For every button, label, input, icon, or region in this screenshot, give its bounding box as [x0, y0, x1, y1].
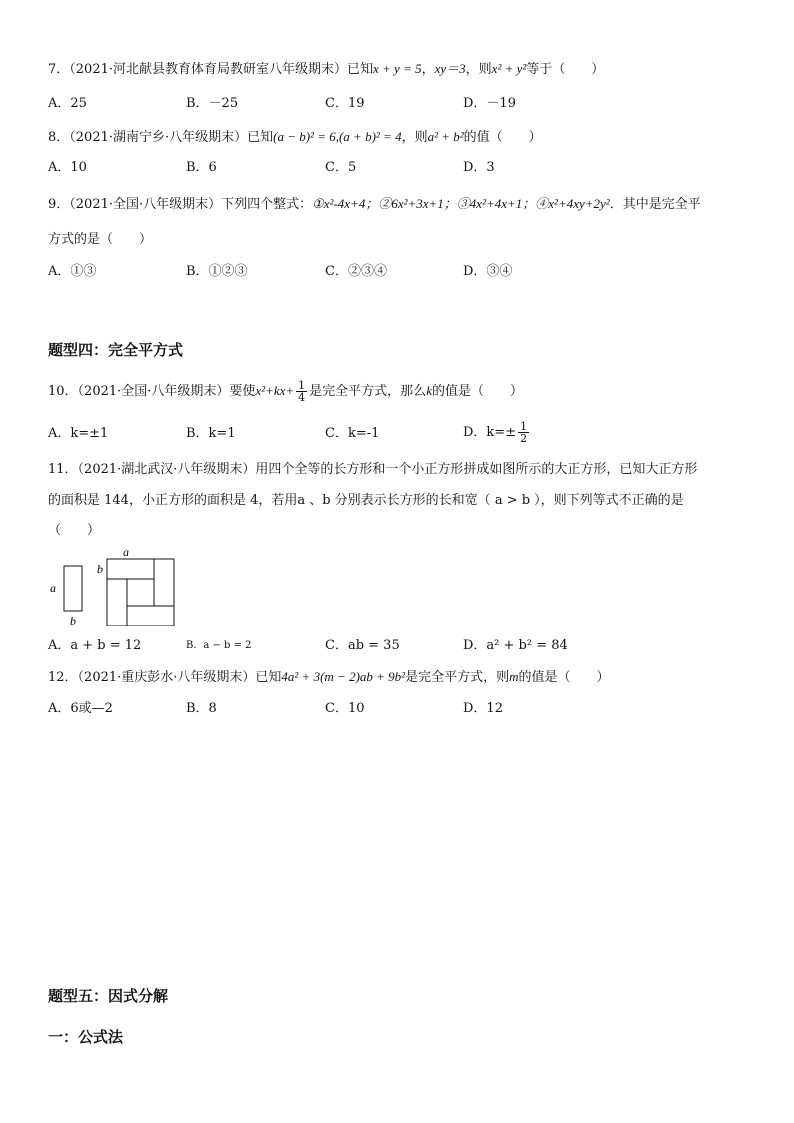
q10-option-d-pre: D．k=±	[463, 425, 517, 440]
q11-label-b-square: b	[97, 562, 103, 576]
q12-option-a[interactable]: A．6或—2	[48, 701, 113, 716]
question-11-line1: 11．（2021·湖北武汉·八年级期末）用四个全等的长方形和一个小正方形拼成如图所示的大正方形，已知大正方形	[48, 462, 698, 477]
subsection-1-heading: 一：公式法	[48, 1028, 124, 1046]
q8-option-c[interactable]: C．5	[325, 160, 357, 175]
q12-stem-end: 的值是（ ）	[518, 670, 610, 685]
q8-condition: (a − b)² = 6,(a + b)² = 4	[273, 129, 402, 144]
q7-option-c[interactable]: C．19	[325, 96, 365, 111]
q12-option-d[interactable]: D．12	[463, 701, 503, 716]
q10-option-b[interactable]: B．k=1	[186, 426, 236, 441]
q10-stem-post: 是完全平方式，那么	[309, 384, 427, 399]
section-4-heading: 题型四：完全平方式	[48, 341, 184, 359]
q7-condition-2: xy＝3	[434, 61, 466, 76]
q9-option-a[interactable]: A．①③	[48, 264, 97, 279]
q11-option-b[interactable]: B．a − b = 2	[186, 640, 252, 651]
q11-small-rectangle	[64, 566, 82, 611]
q9-option-b[interactable]: B．①②③	[186, 264, 248, 279]
q7-stem-post: 等于（ ）	[526, 62, 605, 77]
q8-option-b[interactable]: B．6	[186, 160, 217, 175]
q12-option-b[interactable]: B．8	[186, 701, 217, 716]
q10-option-a[interactable]: A．k=±1	[48, 426, 109, 441]
q12-var: m	[509, 669, 519, 684]
question-11-line2: 的面积是 144，小正方形的面积是 4，若用a 、b 分别表示长方形的长和宽（ a > b ），则下列等式不正确的是	[48, 493, 684, 508]
q7-condition-1: x + y = 5	[373, 61, 422, 76]
q11-big-square	[107, 559, 174, 626]
q10-option-d-denominator: 2	[520, 432, 528, 445]
q10-stem-pre: 10．（2021·全国·八年级期末）要使	[48, 384, 256, 399]
q12-option-c[interactable]: C．10	[325, 701, 365, 716]
q7-mid: ，则	[465, 62, 492, 77]
q11-option-d[interactable]: D．a² + b² = 84	[463, 638, 568, 653]
section-5-heading: 题型五：因式分解	[48, 987, 169, 1005]
q8-stem-pre: 8．（2021·湖南宁乡·八年级期末）已知	[48, 130, 274, 145]
q11-label-b-bottom: b	[70, 614, 76, 626]
q7-option-b[interactable]: B．－25	[186, 96, 239, 111]
question-8-stem	[48, 127, 542, 148]
q8-expression: a² + b²	[427, 129, 464, 144]
q9-stem-pre: 9．（2021·全国·八年级期末）下列四个整式：	[48, 197, 313, 212]
q10-option-c[interactable]: C．k=-1	[325, 426, 380, 441]
q10-frac-numerator: 1	[298, 379, 306, 392]
q10-var: k	[426, 383, 432, 398]
q8-stem-post: 的值（ ）	[463, 130, 542, 145]
q9-option-d[interactable]: D．③④	[463, 264, 513, 279]
q10-stem-end: 的值是（ ）	[431, 384, 523, 399]
q10-option-d-fraction	[518, 421, 529, 444]
q11-option-c[interactable]: C．ab = 35	[325, 638, 400, 653]
q10-fraction	[296, 380, 307, 403]
q9-items: ①x²-4x+4；②6x²+3x+1；③4x²+4x+1；④x²+4xy+2y²	[312, 196, 610, 211]
q10-expression: x²+kx+	[255, 383, 295, 398]
q11-label-a-square: a	[123, 546, 129, 559]
q7-stem-pre: 7．（2021·河北献县教育体育局教研室八年级期末）已知	[48, 62, 373, 77]
question-11-line3: （ ）	[48, 523, 101, 538]
q10-frac-denominator: 4	[298, 391, 306, 404]
question-12-stem	[48, 667, 610, 688]
q11-figure	[48, 546, 178, 626]
question-7-stem	[48, 59, 604, 80]
q11-label-a-left: a	[50, 581, 56, 595]
q12-stem-pre: 12．（2021·重庆彭水·八年级期末）已知	[48, 670, 282, 685]
q12-stem-post: 是完全平方式，则	[405, 670, 510, 685]
q7-option-a[interactable]: A．25	[48, 96, 87, 111]
q9-stem-mid: ．其中是完全平	[609, 197, 701, 212]
q9-stem-line2: 方式的是（ ）	[48, 232, 153, 247]
question-9-stem	[48, 194, 701, 215]
q10-option-d[interactable]	[463, 418, 531, 448]
question-10-stem	[48, 376, 523, 407]
q7-sep: ，	[421, 62, 435, 77]
q12-expression: 4a² + 3(m − 2)ab + 9b²	[281, 669, 406, 684]
q9-option-c[interactable]: C．②③④	[325, 264, 387, 279]
q8-mid: ，则	[401, 130, 428, 145]
q7-option-d[interactable]: D．－19	[463, 96, 516, 111]
q8-option-d[interactable]: D．3	[463, 160, 495, 175]
q7-expression: x² + y²	[491, 61, 527, 76]
q8-option-a[interactable]: A．10	[48, 160, 87, 175]
q10-option-d-numerator: 1	[520, 420, 528, 433]
q11-option-a[interactable]: A．a + b = 12	[48, 638, 142, 653]
